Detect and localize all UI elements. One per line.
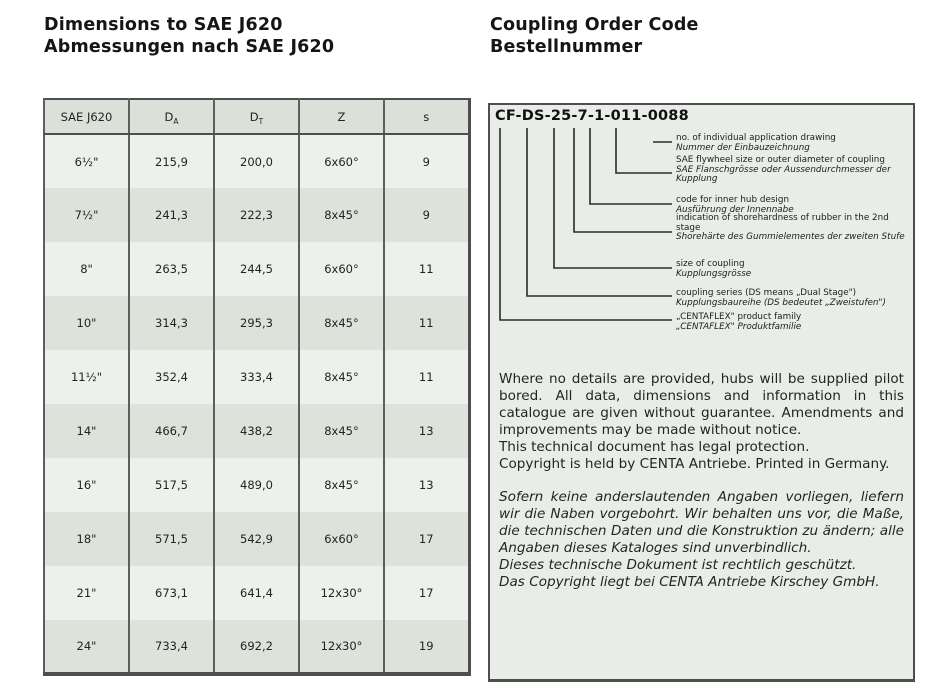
- legal-notes: [499, 371, 904, 591]
- cell-s: 11: [384, 296, 469, 350]
- dimensions-title-en: Dimensions to SAE J620: [44, 15, 283, 35]
- cell-size: 8": [44, 242, 129, 296]
- table-row: [44, 188, 469, 242]
- table-row: [44, 296, 469, 350]
- order-code-box: [488, 103, 915, 682]
- cell-size: 18": [44, 512, 129, 566]
- code-label-shorehardness: [676, 214, 912, 243]
- table-row: [44, 458, 469, 512]
- table-row: [44, 512, 469, 566]
- cell-size: 24": [44, 620, 129, 674]
- code-label-coupling-series: [676, 289, 912, 308]
- cell-z: 6x60°: [299, 512, 384, 566]
- cell-da: 263,5: [129, 242, 214, 296]
- code-label-en: no. of individual application drawing: [676, 133, 836, 143]
- cell-size: 21": [44, 566, 129, 620]
- cell-z: 6x60°: [299, 134, 384, 188]
- cell-s: 11: [384, 350, 469, 404]
- code-label-de: Kupplungsbaureihe (DS bedeutet „Zweistufen"): [676, 297, 886, 308]
- cell-da: 466,7: [129, 404, 214, 458]
- note-en-copyright: Copyright is held by CENTA Antriebe. Printed in Germany.: [499, 455, 890, 472]
- cell-z: 6x60°: [299, 242, 384, 296]
- table-row: [44, 134, 469, 188]
- cell-s: 19: [384, 620, 469, 674]
- table-row: [44, 620, 469, 674]
- cell-dt: 200,0: [214, 134, 299, 188]
- code-label-de: SAE Flanschgrösse oder Aussendurchmesser der Kupplung: [676, 164, 891, 184]
- cell-size: 11½": [44, 350, 129, 404]
- cell-s: 13: [384, 404, 469, 458]
- cell-da: 215,9: [129, 134, 214, 188]
- code-label-en: „CENTAFLEX" product family: [676, 312, 802, 322]
- col-header-dt: $D_T$: [214, 99, 299, 134]
- cell-s: 9: [384, 134, 469, 188]
- code-label-application-drawing: [676, 134, 912, 153]
- order-code-callout-lines: [490, 105, 675, 327]
- cell-size: 10": [44, 296, 129, 350]
- sae-dimensions-table: [43, 98, 471, 676]
- note-de-legal-protection: Dieses technische Dokument ist rechtlich geschützt.: [499, 557, 857, 574]
- code-label-de: „CENTAFLEX" Produktfamilie: [676, 321, 802, 332]
- code-label-en: SAE flywheel size or outer diameter of coupling: [676, 155, 885, 165]
- cell-da: 571,5: [129, 512, 214, 566]
- col-header-da: $D_A$: [129, 99, 214, 134]
- cell-z: 12x30°: [299, 566, 384, 620]
- code-label-en: coupling series (DS means „Dual Stage"): [676, 288, 857, 298]
- cell-size: 16": [44, 458, 129, 512]
- table-row: [44, 404, 469, 458]
- code-label-de: Shorehärte des Gummielementes der zweiten Stufe: [676, 232, 905, 242]
- cell-dt: 295,3: [214, 296, 299, 350]
- cell-da: 733,4: [129, 620, 214, 674]
- cell-s: 11: [384, 242, 469, 296]
- cell-s: 13: [384, 458, 469, 512]
- cell-dt: 692,2: [214, 620, 299, 674]
- cell-size: 7½": [44, 188, 129, 242]
- subscript-a: A: [173, 116, 179, 126]
- cell-da: 352,4: [129, 350, 214, 404]
- cell-dt: 222,3: [214, 188, 299, 242]
- cell-z: 12x30°: [299, 620, 384, 674]
- code-label-en: indication of shorehardness of rubber in the 2nd stage: [676, 213, 889, 233]
- cell-da: 673,1: [129, 566, 214, 620]
- cell-size: 6½": [44, 134, 129, 188]
- note-en-legal-protection: This technical document has legal protection.: [499, 438, 810, 455]
- code-label-en: code for inner hub design: [676, 195, 790, 205]
- code-label-coupling-size: [676, 260, 912, 279]
- code-label-de: Ausführung der Innennabe: [676, 204, 794, 215]
- order-code-title-de: Bestellnummer: [490, 36, 643, 57]
- cell-z: 8x45°: [299, 188, 384, 242]
- cell-s: 17: [384, 566, 469, 620]
- order-code-title-en: Coupling Order Code: [490, 15, 699, 35]
- order-code-title: [490, 15, 699, 58]
- cell-dt: 641,4: [214, 566, 299, 620]
- table-header-row: [44, 99, 469, 134]
- cell-da: 241,3: [129, 188, 214, 242]
- table-row: [44, 242, 469, 296]
- dimensions-title: [44, 15, 334, 58]
- cell-z: 8x45°: [299, 296, 384, 350]
- note-de-disclaimer: Sofern keine anderslautenden Angaben vorliegen, liefern wir die Naben vorgebohrt. Wir behalten uns vor, die Maße, die technischen Daten und die Konstruktion zu ändern; alle Angaben dieses Kataloges sind unverbindlich.: [499, 489, 904, 557]
- cell-z: 8x45°: [299, 404, 384, 458]
- cell-dt: 333,4: [214, 350, 299, 404]
- table-row: [44, 566, 469, 620]
- cell-size: 14": [44, 404, 129, 458]
- col-header-sae-j620: SAE J620: [44, 99, 129, 134]
- cell-dt: 489,0: [214, 458, 299, 512]
- cell-dt: 438,2: [214, 404, 299, 458]
- code-label-en: size of coupling: [676, 259, 745, 269]
- cell-dt: 542,9: [214, 512, 299, 566]
- cell-s: 9: [384, 188, 469, 242]
- col-header-s: s: [384, 99, 469, 134]
- note-en-disclaimer: Where no details are provided, hubs will be supplied pilot bored. All data, dimensions and information in this catalogue are given without guarantee. Amendments and improvements may be made without notice.: [499, 371, 904, 438]
- code-label-de: Nummer der Einbauzeichnung: [676, 142, 810, 153]
- code-label-product-family: [676, 313, 912, 332]
- cell-z: 8x45°: [299, 458, 384, 512]
- cell-z: 8x45°: [299, 350, 384, 404]
- col-header-z: Z: [299, 99, 384, 134]
- cell-dt: 244,5: [214, 242, 299, 296]
- cell-da: 517,5: [129, 458, 214, 512]
- cell-s: 17: [384, 512, 469, 566]
- cell-da: 314,3: [129, 296, 214, 350]
- code-label-de: Kupplungsgrösse: [676, 268, 752, 279]
- subscript-t: T: [258, 116, 264, 126]
- table-row: [44, 350, 469, 404]
- code-label-flywheel-size: [676, 156, 912, 185]
- note-de-copyright: Das Copyright liegt bei CENTA Antriebe Kirschey GmbH.: [499, 573, 880, 590]
- order-code-value: CF-DS-25-7-1-011-0088: [495, 108, 689, 124]
- dimensions-title-de: Abmessungen nach SAE J620: [44, 36, 335, 57]
